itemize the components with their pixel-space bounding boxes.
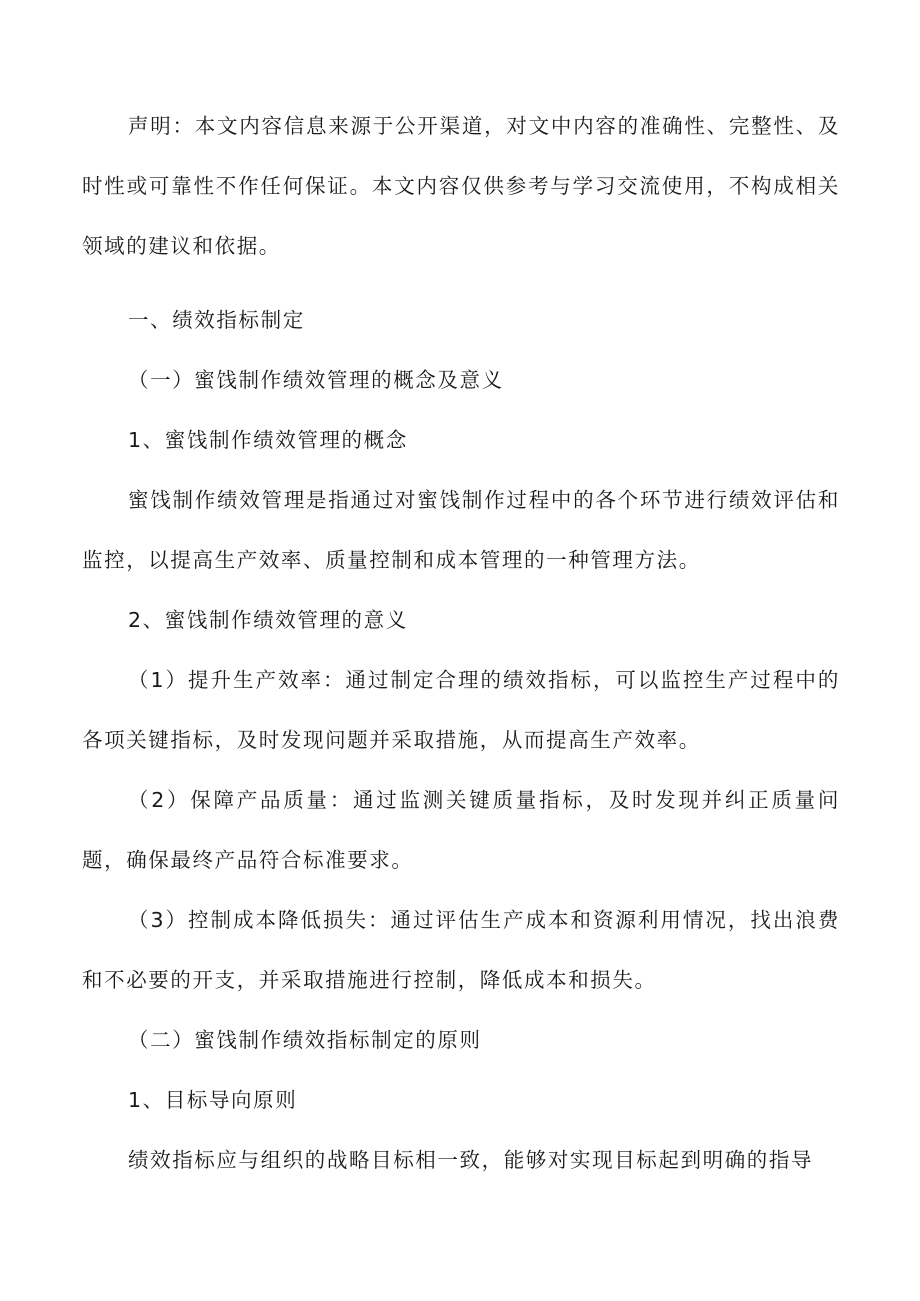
- document-body: [82, 96, 840, 1190]
- section-heading: 一、绩效指标制定: [128, 308, 305, 332]
- item-paragraph: 蜜饯制作绩效管理是指通过对蜜饯制作过程中的各个环节进行绩效评估和监控，以提高生产效率、质量控制和成本管理的一种管理方法。: [82, 488, 840, 572]
- subsection-heading: （一）蜜饯制作绩效管理的概念及意义: [128, 368, 504, 392]
- subsection-heading: （二）蜜饯制作绩效指标制定的原则: [128, 1028, 482, 1052]
- item-paragraph: 绩效指标应与组织的战略目标相一致，能够对实现目标起到明确的指导: [128, 1148, 814, 1172]
- item-heading: 2、蜜饯制作绩效管理的意义: [128, 608, 408, 632]
- point-paragraph: （1）提升生产效率：通过制定合理的绩效指标，可以监控生产过程中的各项关键指标，及时发现问题并采取措施，从而提高生产效率。: [82, 668, 840, 752]
- point-paragraph: （3）控制成本降低损失：通过评估生产成本和资源利用情况，找出浪费和不必要的开支，并采取措施进行控制，降低成本和损失。: [82, 908, 840, 992]
- item-heading: 1、目标导向原则: [128, 1088, 298, 1112]
- disclaimer-paragraph: 声明：本文内容信息来源于公开渠道，对文中内容的准确性、完整性、及时性或可靠性不作任何保证。本文内容仅供参考与学习交流使用，不构成相关领域的建议和依据。: [82, 114, 840, 258]
- item-heading: 1、蜜饯制作绩效管理的概念: [128, 428, 408, 452]
- point-paragraph: （2）保障产品质量：通过监测关键质量指标，及时发现并纠正质量问题，确保最终产品符合标准要求。: [82, 788, 840, 872]
